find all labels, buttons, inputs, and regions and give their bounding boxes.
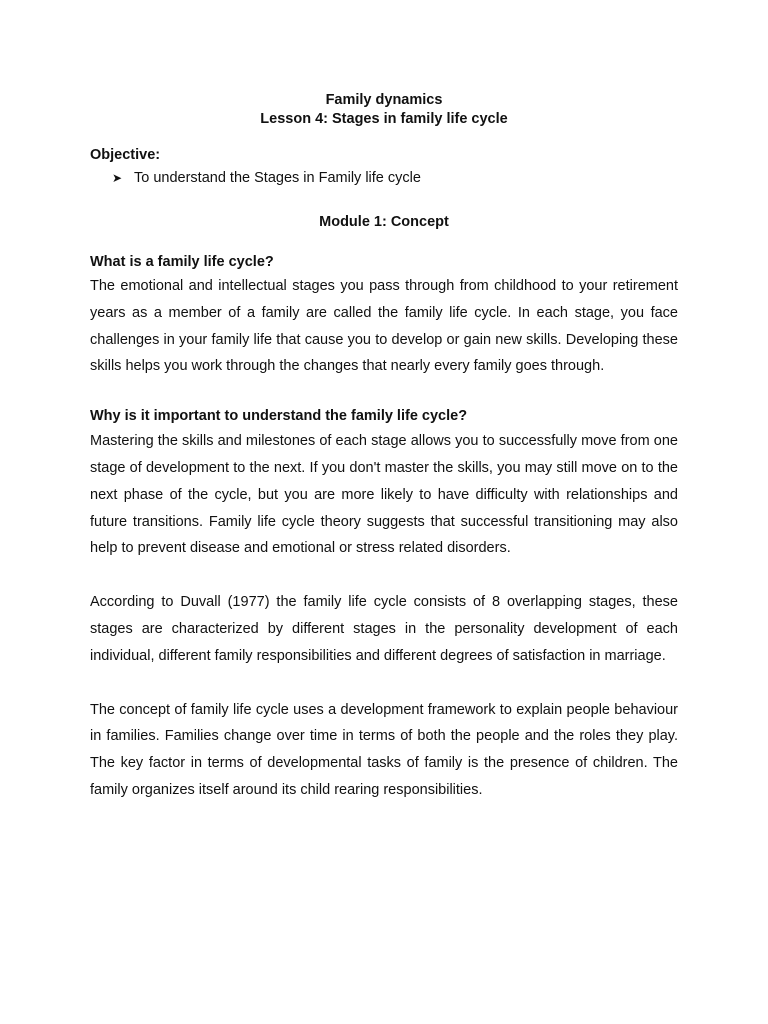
section-heading-why-important: Why is it important to understand the family life cycle?: [90, 408, 468, 425]
objective-item-text: To understand the Stages in Family life cycle: [134, 170, 421, 186]
arrowhead-bullet-icon: ➤: [112, 171, 123, 185]
document-title: Family dynamics: [325, 92, 443, 108]
section-heading-what-is: What is a family life cycle?: [90, 254, 274, 270]
section-paragraph-what-is: The emotional and intellectual stages you pass through from childhood to your retirement years as a member of a family are called the family life cycle. In each stage, you face challenges in your family life that cause you to develop or gain new skills. Developing these skills helps you work through the changes that nearly every family goes through.: [90, 278, 678, 375]
document-page: [90, 91, 678, 804]
paragraph-concept: The concept of family life cycle uses a development framework to explain people behaviour in families. Families change over time in terms of both the people and the roles they play. The key factor in terms of developmental tasks of family is the presence of children. The family organizes itself around its child rearing responsibilities.: [90, 701, 678, 798]
objective-list: [90, 169, 678, 188]
list-item: [112, 169, 678, 188]
section-paragraph-why-important: Mastering the skills and milestones of each stage allows you to successfully move from one stage of development to the next. If you don't master the skills, you may still move on to the next phase of the cycle, but you are more likely to have difficulty with relationships and future transitions. Family life cycle theory suggests that successful transitioning may also help to prevent disease and emotional or stress related disorders.: [90, 433, 678, 557]
module-title: Module 1: Concept: [319, 214, 449, 230]
lesson-title: Lesson 4: Stages in family life cycle: [260, 111, 508, 127]
objective-heading: Objective:: [90, 147, 161, 163]
paragraph-duvall: According to Duvall (1977) the family life cycle consists of 8 overlapping stages, these stages are characterized by different stages in the personality development of each individual, different family responsibilities and different degrees of satisfaction in marriage.: [90, 594, 678, 664]
